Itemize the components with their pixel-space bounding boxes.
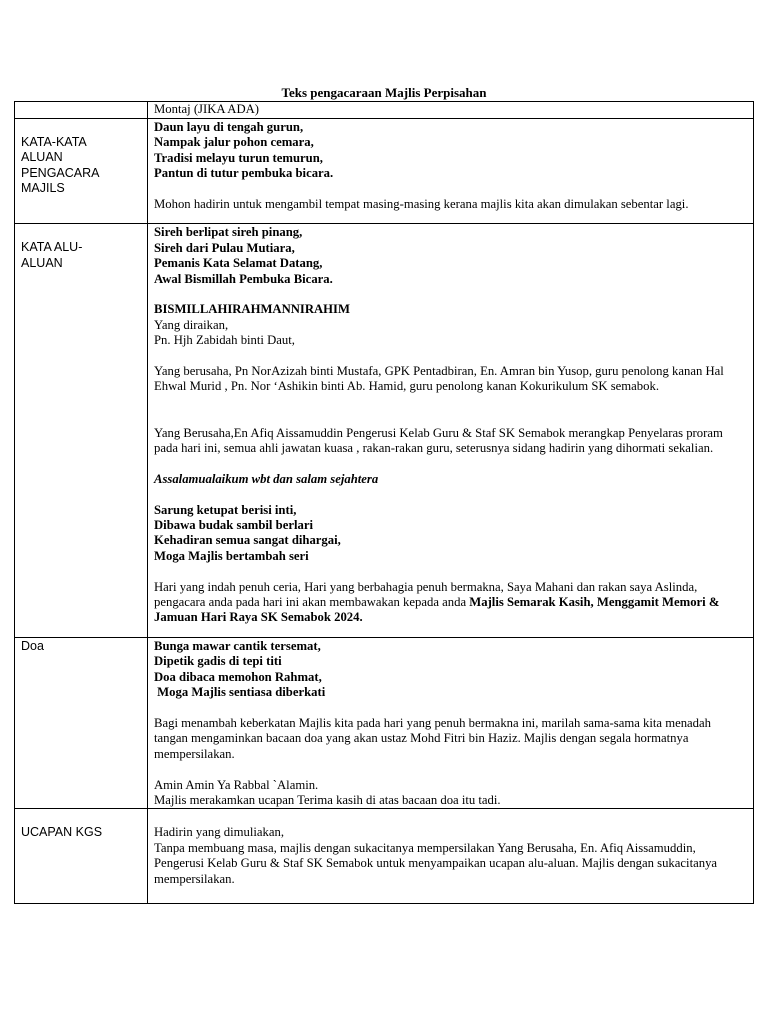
row-content-doa	[148, 637, 754, 808]
header-col1	[15, 102, 148, 119]
row-content-kata-alu-aluan	[148, 224, 754, 637]
script-table	[14, 101, 754, 904]
pantun-line: Daun layu di tengah gurun,	[154, 120, 304, 134]
row-label-text: UCAPAN KGS	[21, 825, 103, 840]
table-row	[15, 809, 754, 904]
greeting: Yang diraikan,	[154, 317, 229, 332]
pantun-line: Kehadiran semua sangat dihargai,	[154, 533, 341, 548]
pantun-line: Pemanis Kata Selamat Datang,	[154, 256, 323, 271]
bismillah: BISMILLAHIRAHMANNIRAHIM	[154, 302, 350, 317]
paragraph	[154, 580, 747, 626]
pantun-line: Pantun di tutur pembuka bicara.	[154, 166, 334, 181]
closing-line: Majlis merakamkan ucapan Terima kasih di atas bacaan doa itu tadi.	[154, 792, 501, 807]
pantun-line: Tradisi melayu turun temurun,	[154, 150, 323, 165]
paragraph: Yang berusaha, Pn NorAzizah binti Mustafa, GPK Pentadbiran, En. Amran bin Yusop, guru penolong kanan Hal Ehwal Murid , Pn. Nor ‘Ashikin binti Ab. Hamid, guru penolong kanan Kokurikulum SK semabok.	[154, 364, 724, 394]
table-header-row	[15, 102, 754, 119]
pantun-line: Dibawa budak sambil berlari	[154, 518, 313, 533]
row-label-text: Doa	[21, 638, 44, 653]
pantun-line: Sarung ketupat berisi inti,	[154, 502, 297, 517]
paragraph: Mohon hadirin untuk mengambil tempat masing-masing kerana majlis kita akan dimulakan sebentar lagi.	[154, 197, 689, 212]
paragraph: Tanpa membuang masa, majlis dengan sukacitanya mempersilakan Yang Berusaha, En. Afiq Aissamuddin, Pengerusi Kelab Guru & Staf SK Semabok untuk menyampaikan ucapan alu-aluan. Majlis dengan sukacitanya mempersilakan.	[154, 840, 718, 886]
pantun-line: Nampak jalur pohon cemara,	[154, 135, 314, 150]
header-montaj: Montaj (JIKA ADA)	[148, 102, 754, 119]
pantun-line: Sireh dari Pulau Mutiara,	[154, 240, 295, 255]
row-label-ucapan-kgs	[15, 809, 148, 904]
pantun-line: Awal Bismillah Pembuka Bicara.	[154, 271, 333, 286]
pantun-line: Dipetik gadis di tepi titi	[154, 654, 282, 669]
paragraph: Yang Berusaha,En Afiq Aissamuddin Pengerusi Kelab Guru & Staf SK Semabok merangkap Penyelaras proram pada hari ini, semua ahli jawatan kuasa , rakan-rakan guru, seterusnya sidang hadirin yang dihormati sekalian.	[154, 425, 723, 456]
pantun-line: Doa dibaca memohon Rahmat,	[154, 669, 322, 684]
paragraph-plain: Hari yang indah penuh ceria, Hari yang berbahagia penuh bermakna, Saya Mahani dan rakan saya Aslinda, pengacara anda pada hari ini akan membawakan kepada anda	[154, 579, 698, 610]
table-row	[15, 224, 754, 637]
pantun-line: Moga Majlis bertambah seri	[154, 548, 309, 563]
pantun-line: Bunga mawar cantik tersemat,	[154, 638, 321, 653]
row-label-doa	[15, 637, 148, 808]
salam: Assalamualaikum wbt dan salam sejahtera	[154, 471, 379, 486]
paragraph: Bagi menambah keberkatan Majlis kita pada hari yang penuh bermakna ini, marilah sama-sama kita menadah tangan mengaminkan bacaan doa yang akan ustaz Mohd Fitri bin Haziz. Majlis dengan segala hormatnya mempersilakan.	[154, 715, 711, 761]
pantun-line: Sireh berlipat sireh pinang,	[154, 225, 303, 240]
document-title: Teks pengacaraan Majlis Perpisahan	[281, 85, 487, 100]
row-content-ucapan-kgs	[148, 809, 754, 904]
row-label-kata-kata-aluan	[15, 119, 148, 224]
amin: Amin Amin Ya Rabbal `Alamin.	[154, 777, 319, 792]
pantun-line: Moga Majlis sentiasa diberkati	[154, 685, 326, 700]
row-label-kata-alu-aluan	[15, 224, 148, 637]
row-content-kata-kata-aluan	[148, 119, 754, 224]
row-label-text: KATA ALU-ALUAN	[21, 240, 83, 270]
greeting: Pn. Hjh Zabidah binti Daut,	[154, 333, 295, 348]
table-row	[15, 637, 754, 808]
event-name: Majlis Semarak Kasih, Menggamit Memori & Jamuan Hari Raya SK Semabok 2024.	[154, 595, 720, 625]
row-label-text: KATA-KATA ALUAN PENGACARA MAJILS	[21, 135, 99, 196]
table-row	[15, 119, 754, 224]
greeting: Hadirin yang dimuliakan,	[154, 825, 285, 840]
